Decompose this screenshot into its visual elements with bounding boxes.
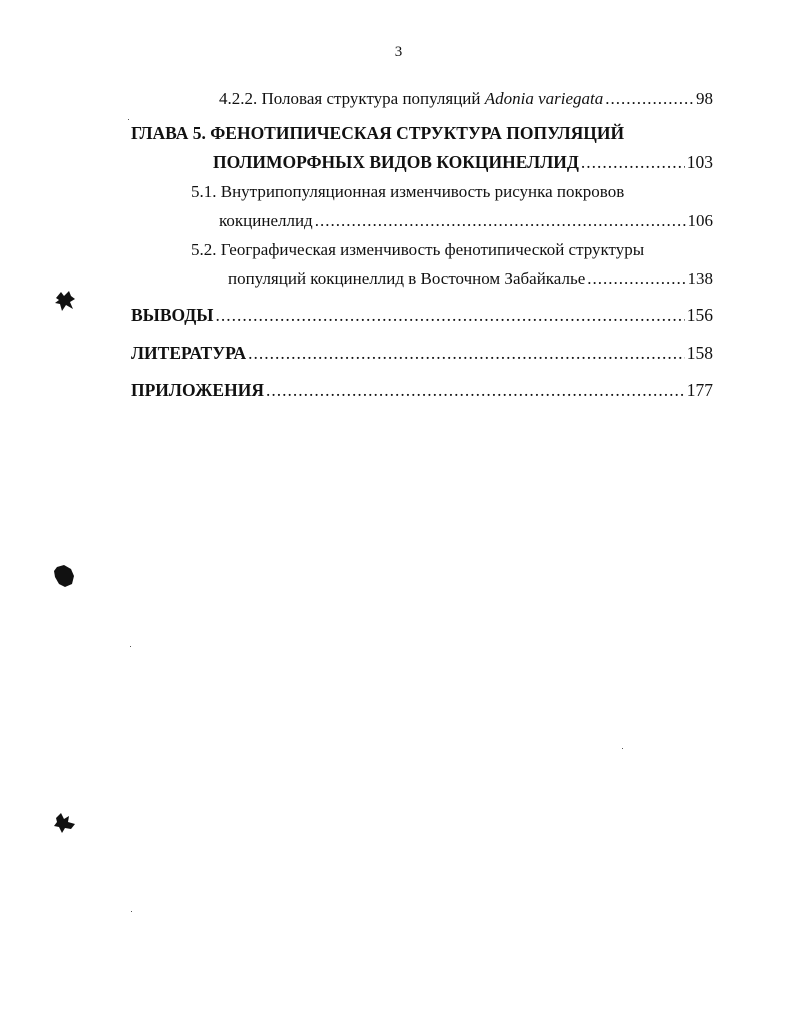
toc-chapter-5 bbox=[213, 151, 713, 173]
toc-literature-label: ЛИТЕРАТУРА bbox=[131, 343, 247, 363]
toc-page-number: 158 bbox=[686, 343, 713, 363]
toc-leader-dots bbox=[315, 210, 686, 232]
toc-page-number: 106 bbox=[687, 211, 713, 230]
toc-entry-5-1 bbox=[219, 210, 713, 232]
toc-appendices-label: ПРИЛОЖЕНИЯ bbox=[131, 380, 264, 400]
toc-leader-dots bbox=[581, 151, 685, 173]
toc-entry-4-2-2 bbox=[219, 88, 713, 110]
scan-speck bbox=[622, 748, 623, 749]
toc-page-number: 98 bbox=[696, 89, 713, 108]
page-number: 3 bbox=[394, 44, 403, 60]
toc-page-number: 103 bbox=[686, 152, 713, 172]
scan-blot-bottom bbox=[53, 812, 77, 834]
toc-entry-5-2-line2: популяций кокцинеллид в Восточном Забайкалье bbox=[228, 269, 586, 288]
toc-conclusions-label: ВЫВОДЫ bbox=[131, 305, 214, 325]
toc-leader-dots bbox=[248, 342, 685, 364]
toc-page-number: 138 bbox=[687, 269, 713, 288]
toc-leader-dots bbox=[216, 304, 685, 326]
scan-speck bbox=[128, 119, 129, 120]
toc-page-number: 156 bbox=[686, 305, 713, 325]
scan-speck bbox=[131, 911, 132, 912]
toc-entry-4-2-2-text bbox=[219, 88, 603, 110]
toc-chapter-5-title-line2: ПОЛИМОРФНЫХ ВИДОВ КОКЦИНЕЛЛИД bbox=[213, 152, 579, 172]
toc-leader-dots bbox=[605, 88, 694, 110]
toc-entry-5-1-line1: 5.1. Внутрипопуляционная изменчивость рисунка покровов bbox=[191, 182, 625, 201]
toc-leader-dots bbox=[266, 379, 685, 401]
scan-speck bbox=[130, 646, 131, 647]
toc-literature bbox=[131, 342, 713, 364]
toc-entry-4-2-2-label: 4.2.2. Половая структура популяций bbox=[219, 89, 485, 108]
toc-page-number: 177 bbox=[686, 380, 713, 400]
toc-leader-dots bbox=[587, 268, 685, 290]
toc-chapter-5-title-line1: ГЛАВА 5. ФЕНОТИПИЧЕСКАЯ СТРУКТУРА ПОПУЛЯЦИЙ bbox=[131, 123, 625, 143]
toc-entry-4-2-2-species: Adonia variegata bbox=[484, 89, 604, 108]
toc-entry-5-2-line1: 5.2. Географическая изменчивость фенотипической структуры bbox=[191, 240, 645, 259]
toc-conclusions bbox=[131, 304, 713, 326]
toc-entry-5-1-line2: кокцинеллид bbox=[219, 211, 313, 230]
toc-entry-5-2 bbox=[228, 268, 713, 290]
scan-blot-middle bbox=[53, 564, 75, 588]
toc-appendices bbox=[131, 379, 713, 401]
scan-blot-top bbox=[54, 290, 76, 312]
